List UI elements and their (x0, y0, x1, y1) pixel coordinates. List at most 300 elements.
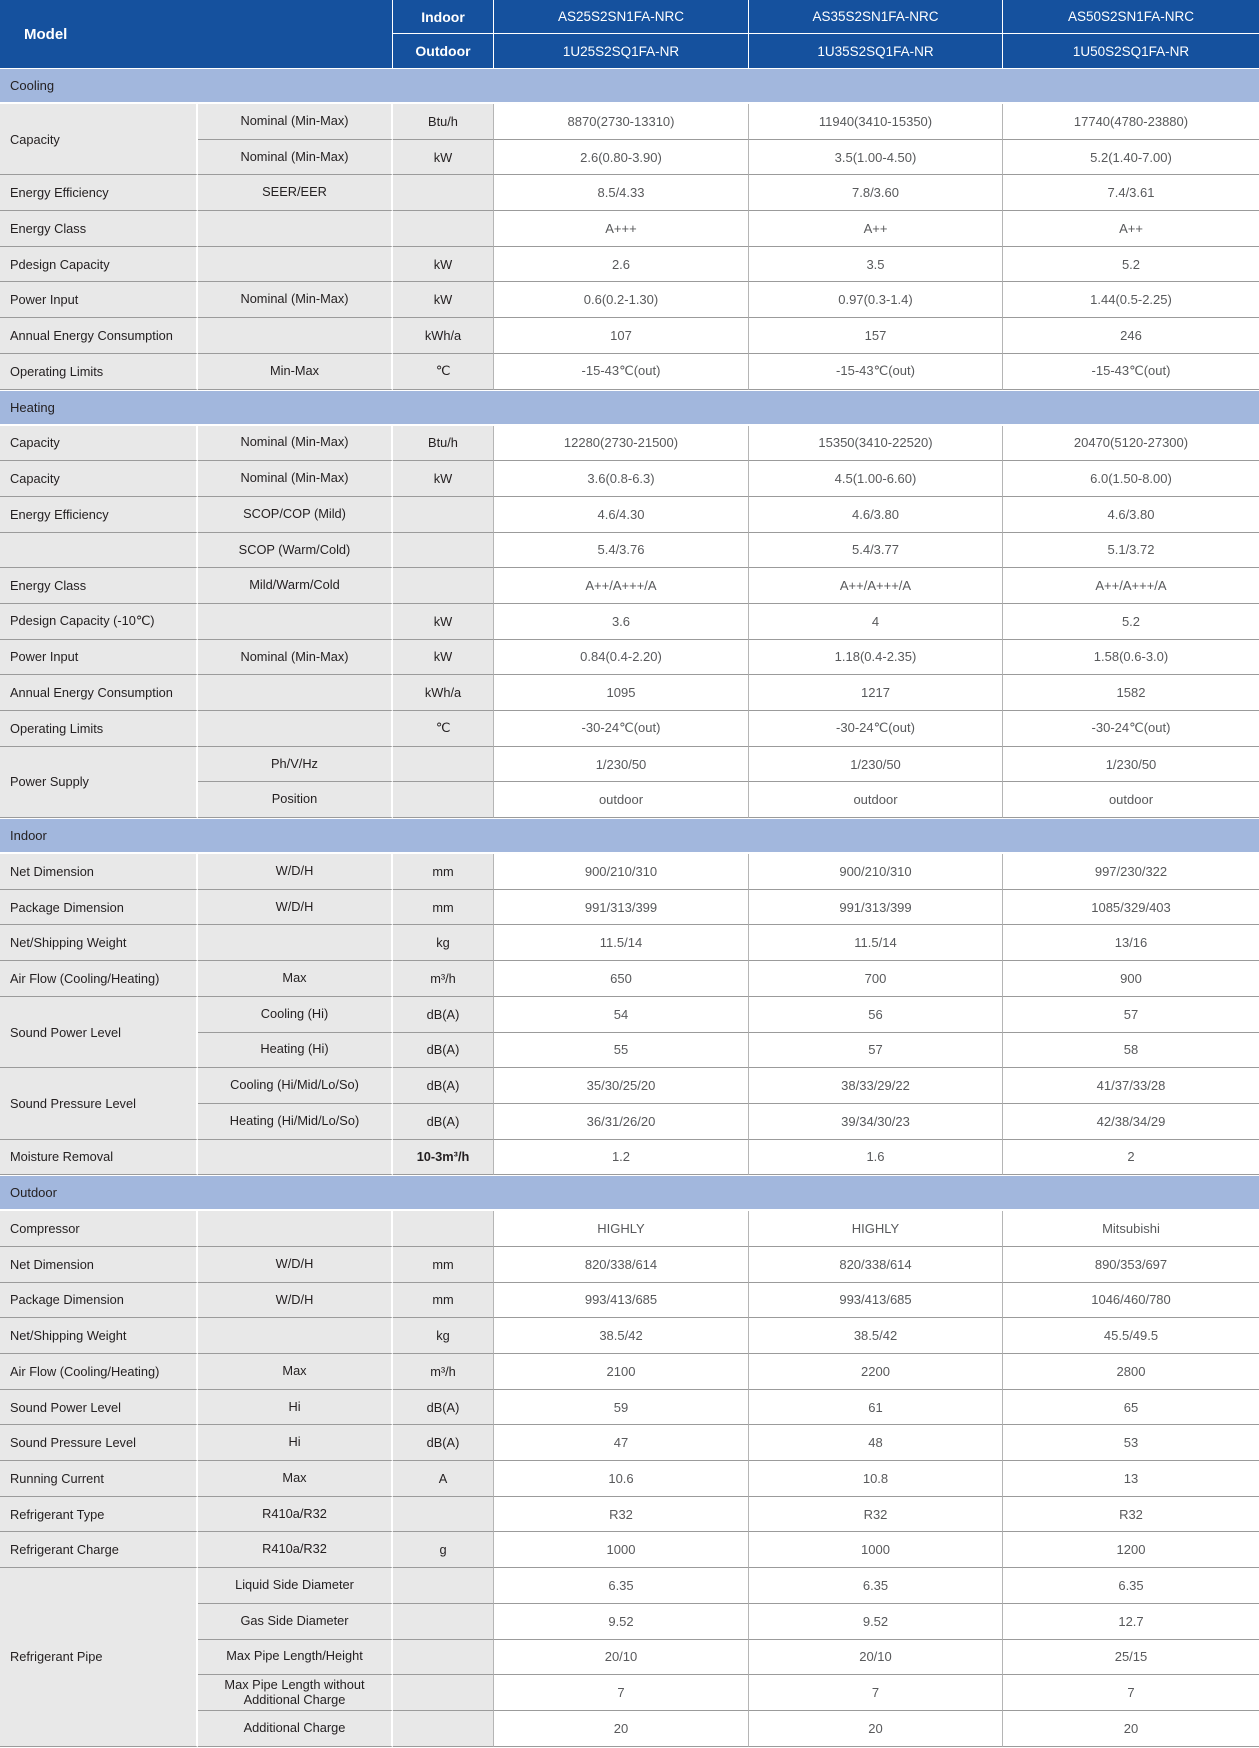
row-label: Sound Power Level (0, 997, 198, 1068)
value-cell-model-2: A++/A+++/A (749, 568, 1003, 604)
row-sublabel: SCOP/COP (Mild) (198, 497, 393, 533)
value-cell-model-2: 820/338/614 (749, 1247, 1003, 1283)
outdoor-model-name-3: 1U50S2SQ1FA-NR (1003, 34, 1259, 68)
row-sublabel: Max (198, 1461, 393, 1497)
value-cell-model-1: 38.5/42 (494, 1318, 749, 1354)
table-row (0, 568, 1259, 604)
value-cell-model-1: 55 (494, 1033, 749, 1069)
row-unit: g (393, 1532, 494, 1568)
value-cell-model-2: 900/210/310 (749, 854, 1003, 890)
value-cell-model-2: 4 (749, 604, 1003, 640)
row-label: Package Dimension (0, 890, 198, 926)
row-unit: dB(A) (393, 1068, 494, 1104)
row-label: Energy Efficiency (0, 497, 198, 533)
indoor-model-name-1: AS25S2SN1FA-NRC (494, 0, 749, 34)
row-label: Capacity (0, 426, 198, 462)
row-sublabel (198, 604, 393, 640)
row-sublabel: SCOP (Warm/Cold) (198, 533, 393, 569)
row-unit: kW (393, 461, 494, 497)
value-cell-model-1: 991/313/399 (494, 890, 749, 926)
row-sublabel: Liquid Side Diameter (198, 1568, 393, 1604)
value-cell-model-2: 5.4/3.77 (749, 533, 1003, 569)
value-cell-model-3: 17740(4780-23880) (1003, 104, 1259, 140)
value-cell-model-3: Mitsubishi (1003, 1211, 1259, 1247)
value-cell-model-3: 4.6/3.80 (1003, 497, 1259, 533)
value-cell-model-3: 20 (1003, 1711, 1259, 1747)
table-row (0, 426, 1259, 462)
value-cell-model-3: outdoor (1003, 782, 1259, 818)
row-label: Power Supply (0, 747, 198, 818)
value-cell-model-1: 3.6(0.8-6.3) (494, 461, 749, 497)
value-cell-model-1: 10.6 (494, 1461, 749, 1497)
table-row (0, 1283, 1259, 1319)
table-row (0, 104, 1259, 140)
value-cell-model-1: 20 (494, 1711, 749, 1747)
value-cell-model-2: -15-43℃(out) (749, 354, 1003, 390)
value-cell-model-2: 11.5/14 (749, 925, 1003, 961)
row-label: Moisture Removal (0, 1140, 198, 1176)
value-cell-model-1: 0.6(0.2-1.30) (494, 282, 749, 318)
row-label: Package Dimension (0, 1283, 198, 1319)
table-row (0, 461, 1259, 497)
value-cell-model-2: 700 (749, 961, 1003, 997)
table-row (0, 1211, 1259, 1247)
table-header (0, 0, 1259, 68)
value-cell-model-1: 20/10 (494, 1640, 749, 1676)
row-unit: ℃ (393, 711, 494, 747)
value-cell-model-3: 6.35 (1003, 1568, 1259, 1604)
value-cell-model-3: 1046/460/780 (1003, 1283, 1259, 1319)
value-cell-model-3: 246 (1003, 318, 1259, 354)
row-unit (393, 1211, 494, 1247)
row-label: Power Input (0, 282, 198, 318)
value-cell-model-2: 1.18(0.4-2.35) (749, 640, 1003, 676)
row-label: Sound Pressure Level (0, 1068, 198, 1139)
table-row (0, 175, 1259, 211)
value-cell-model-3: 57 (1003, 997, 1259, 1033)
table-row (0, 604, 1259, 640)
row-unit: 10-3m³/h (393, 1140, 494, 1176)
row-sublabel (198, 1318, 393, 1354)
row-unit: mm (393, 1247, 494, 1283)
value-cell-model-1: 47 (494, 1425, 749, 1461)
row-label: Air Flow (Cooling/Heating) (0, 1354, 198, 1390)
row-label: Compressor (0, 1211, 198, 1247)
row-sublabel: Position (198, 782, 393, 818)
row-label: Net/Shipping Weight (0, 925, 198, 961)
indoor-model-name-3: AS50S2SN1FA-NRC (1003, 0, 1259, 34)
row-sublabel: W/D/H (198, 854, 393, 890)
value-cell-model-2: 38/33/29/22 (749, 1068, 1003, 1104)
value-cell-model-3: 1200 (1003, 1532, 1259, 1568)
row-unit: A (393, 1461, 494, 1497)
value-cell-model-2: 1/230/50 (749, 747, 1003, 783)
table-row (0, 1318, 1259, 1354)
table-row (0, 1568, 1259, 1604)
value-cell-model-1: 8870(2730-13310) (494, 104, 749, 140)
row-sublabel: Max Pipe Length without Additional Charge (198, 1675, 393, 1711)
row-unit: mm (393, 890, 494, 926)
row-sublabel: Mild/Warm/Cold (198, 568, 393, 604)
value-cell-model-1: outdoor (494, 782, 749, 818)
row-sublabel (198, 925, 393, 961)
table-row (0, 318, 1259, 354)
row-label: Air Flow (Cooling/Heating) (0, 961, 198, 997)
row-label: Net Dimension (0, 1247, 198, 1283)
table-row (0, 533, 1259, 569)
row-sublabel: Hi (198, 1425, 393, 1461)
value-cell-model-2: 39/34/30/23 (749, 1104, 1003, 1140)
row-label: Pdesign Capacity (0, 247, 198, 283)
row-label: Running Current (0, 1461, 198, 1497)
row-unit: kg (393, 1318, 494, 1354)
value-cell-model-3: 5.1/3.72 (1003, 533, 1259, 569)
value-cell-model-1: 6.35 (494, 1568, 749, 1604)
row-sublabel (198, 318, 393, 354)
value-cell-model-3: 7 (1003, 1675, 1259, 1711)
row-sublabel: W/D/H (198, 1247, 393, 1283)
indoor-row-label: Indoor (393, 0, 494, 34)
value-cell-model-1: 59 (494, 1390, 749, 1426)
value-cell-model-3: 58 (1003, 1033, 1259, 1069)
row-unit (393, 1604, 494, 1640)
section-title-outdoor: Outdoor (0, 1175, 1259, 1211)
value-cell-model-2: 4.6/3.80 (749, 497, 1003, 533)
row-sublabel: R410a/R32 (198, 1497, 393, 1533)
value-cell-model-2: 3.5(1.00-4.50) (749, 140, 1003, 176)
table-row (0, 997, 1259, 1033)
row-unit: dB(A) (393, 1033, 494, 1069)
value-cell-model-2: 38.5/42 (749, 1318, 1003, 1354)
value-cell-model-3: 42/38/34/29 (1003, 1104, 1259, 1140)
value-cell-model-1: 1.2 (494, 1140, 749, 1176)
value-cell-model-3: 1.44(0.5-2.25) (1003, 282, 1259, 318)
value-cell-model-2: 11940(3410-15350) (749, 104, 1003, 140)
table-row (0, 1247, 1259, 1283)
row-sublabel (198, 675, 393, 711)
row-sublabel: Additional Charge (198, 1711, 393, 1747)
value-cell-model-3: 1/230/50 (1003, 747, 1259, 783)
row-sublabel: Max (198, 961, 393, 997)
value-cell-model-1: 2.6 (494, 247, 749, 283)
value-cell-model-2: HIGHLY (749, 1211, 1003, 1247)
table-row (0, 282, 1259, 318)
value-cell-model-1: 993/413/685 (494, 1283, 749, 1319)
value-cell-model-3: 6.0(1.50-8.00) (1003, 461, 1259, 497)
value-cell-model-1: 900/210/310 (494, 854, 749, 890)
row-label: Sound Pressure Level (0, 1425, 198, 1461)
row-sublabel: SEER/EER (198, 175, 393, 211)
row-unit: m³/h (393, 961, 494, 997)
table-row (0, 854, 1259, 890)
row-sublabel: Nominal (Min-Max) (198, 104, 393, 140)
value-cell-model-2: 15350(3410-22520) (749, 426, 1003, 462)
table-row (0, 497, 1259, 533)
row-sublabel: Gas Side Diameter (198, 1604, 393, 1640)
value-cell-model-2: 1000 (749, 1532, 1003, 1568)
section-title-indoor: Indoor (0, 818, 1259, 854)
value-cell-model-2: 3.5 (749, 247, 1003, 283)
value-cell-model-3: 890/353/697 (1003, 1247, 1259, 1283)
row-unit: kWh/a (393, 318, 494, 354)
value-cell-model-3: A++/A+++/A (1003, 568, 1259, 604)
row-label: Refrigerant Charge (0, 1532, 198, 1568)
row-sublabel: Cooling (Hi/Mid/Lo/So) (198, 1068, 393, 1104)
value-cell-model-2: 57 (749, 1033, 1003, 1069)
row-unit (393, 175, 494, 211)
row-unit (393, 533, 494, 569)
value-cell-model-2: 157 (749, 318, 1003, 354)
value-cell-model-1: 2.6(0.80-3.90) (494, 140, 749, 176)
value-cell-model-1: 650 (494, 961, 749, 997)
table-row (0, 1140, 1259, 1176)
value-cell-model-2: 2200 (749, 1354, 1003, 1390)
value-cell-model-3: 1085/329/403 (1003, 890, 1259, 926)
value-cell-model-3: 997/230/322 (1003, 854, 1259, 890)
row-label (0, 533, 198, 569)
row-sublabel: Ph/V/Hz (198, 747, 393, 783)
table-row (0, 890, 1259, 926)
value-cell-model-2: 61 (749, 1390, 1003, 1426)
value-cell-model-1: 1095 (494, 675, 749, 711)
row-sublabel: Cooling (Hi) (198, 997, 393, 1033)
value-cell-model-3: 12.7 (1003, 1604, 1259, 1640)
value-cell-model-1: 7 (494, 1675, 749, 1711)
value-cell-model-2: 56 (749, 997, 1003, 1033)
value-cell-model-1: 1000 (494, 1532, 749, 1568)
row-sublabel (198, 1140, 393, 1176)
value-cell-model-3: 13/16 (1003, 925, 1259, 961)
row-sublabel: Max (198, 1354, 393, 1390)
row-unit: Btu/h (393, 104, 494, 140)
row-sublabel: Heating (Hi/Mid/Lo/So) (198, 1104, 393, 1140)
value-cell-model-3: 45.5/49.5 (1003, 1318, 1259, 1354)
row-unit: dB(A) (393, 997, 494, 1033)
value-cell-model-2: 7 (749, 1675, 1003, 1711)
row-unit: kW (393, 604, 494, 640)
row-label: Annual Energy Consumption (0, 675, 198, 711)
value-cell-model-2: 4.5(1.00-6.60) (749, 461, 1003, 497)
value-cell-model-2: 0.97(0.3-1.4) (749, 282, 1003, 318)
row-unit: kW (393, 140, 494, 176)
row-unit: kW (393, 640, 494, 676)
value-cell-model-2: outdoor (749, 782, 1003, 818)
row-sublabel (198, 247, 393, 283)
value-cell-model-1: HIGHLY (494, 1211, 749, 1247)
row-unit: kWh/a (393, 675, 494, 711)
model-header-label: Model (0, 0, 393, 68)
value-cell-model-3: 1582 (1003, 675, 1259, 711)
row-sublabel: R410a/R32 (198, 1532, 393, 1568)
value-cell-model-1: 3.6 (494, 604, 749, 640)
value-cell-model-3: 1.58(0.6-3.0) (1003, 640, 1259, 676)
value-cell-model-1: 1/230/50 (494, 747, 749, 783)
value-cell-model-2: 6.35 (749, 1568, 1003, 1604)
indoor-model-name-2: AS35S2SN1FA-NRC (749, 0, 1003, 34)
value-cell-model-3: -15-43℃(out) (1003, 354, 1259, 390)
value-cell-model-2: R32 (749, 1497, 1003, 1533)
value-cell-model-2: 7.8/3.60 (749, 175, 1003, 211)
table-row (0, 961, 1259, 997)
outdoor-model-name-1: 1U25S2SQ1FA-NR (494, 34, 749, 68)
value-cell-model-3: 5.2 (1003, 247, 1259, 283)
table-row (0, 747, 1259, 783)
value-cell-model-1: 107 (494, 318, 749, 354)
row-unit: Btu/h (393, 426, 494, 462)
row-unit: dB(A) (393, 1104, 494, 1140)
value-cell-model-1: 5.4/3.76 (494, 533, 749, 569)
value-cell-model-1: 11.5/14 (494, 925, 749, 961)
row-sublabel: Nominal (Min-Max) (198, 640, 393, 676)
value-cell-model-1: 2100 (494, 1354, 749, 1390)
table-row (0, 247, 1259, 283)
row-unit: kW (393, 247, 494, 283)
value-cell-model-3: 5.2(1.40-7.00) (1003, 140, 1259, 176)
row-unit (393, 1497, 494, 1533)
value-cell-model-1: 8.5/4.33 (494, 175, 749, 211)
row-label: Net Dimension (0, 854, 198, 890)
row-unit (393, 568, 494, 604)
value-cell-model-1: 54 (494, 997, 749, 1033)
value-cell-model-2: 10.8 (749, 1461, 1003, 1497)
outdoor-row-label: Outdoor (393, 34, 494, 68)
row-label: Refrigerant Type (0, 1497, 198, 1533)
value-cell-model-3: 53 (1003, 1425, 1259, 1461)
value-cell-model-1: 820/338/614 (494, 1247, 749, 1283)
row-sublabel: Max Pipe Length/Height (198, 1640, 393, 1676)
value-cell-model-3: -30-24℃(out) (1003, 711, 1259, 747)
row-label: Energy Efficiency (0, 175, 198, 211)
table-row (0, 925, 1259, 961)
value-cell-model-1: 36/31/26/20 (494, 1104, 749, 1140)
spec-table-body (0, 68, 1259, 1747)
table-row (0, 1532, 1259, 1568)
row-unit (393, 1675, 494, 1711)
row-label: Operating Limits (0, 354, 198, 390)
table-row (0, 1497, 1259, 1533)
value-cell-model-3: 900 (1003, 961, 1259, 997)
value-cell-model-3: R32 (1003, 1497, 1259, 1533)
value-cell-model-2: 20/10 (749, 1640, 1003, 1676)
table-row (0, 1068, 1259, 1104)
row-unit (393, 747, 494, 783)
section-title-heating: Heating (0, 390, 1259, 426)
row-sublabel: Min-Max (198, 354, 393, 390)
section-title-cooling: Cooling (0, 68, 1259, 104)
row-sublabel: Hi (198, 1390, 393, 1426)
row-label: Energy Class (0, 568, 198, 604)
value-cell-model-3: 5.2 (1003, 604, 1259, 640)
table-row (0, 711, 1259, 747)
row-sublabel: W/D/H (198, 1283, 393, 1319)
value-cell-model-2: -30-24℃(out) (749, 711, 1003, 747)
outdoor-model-name-2: 1U35S2SQ1FA-NR (749, 34, 1003, 68)
row-unit (393, 497, 494, 533)
table-row (0, 675, 1259, 711)
value-cell-model-3: 65 (1003, 1390, 1259, 1426)
row-label: Annual Energy Consumption (0, 318, 198, 354)
row-unit: mm (393, 1283, 494, 1319)
row-unit: kg (393, 925, 494, 961)
value-cell-model-1: -30-24℃(out) (494, 711, 749, 747)
value-cell-model-1: 0.84(0.4-2.20) (494, 640, 749, 676)
row-unit: m³/h (393, 1354, 494, 1390)
value-cell-model-1: 35/30/25/20 (494, 1068, 749, 1104)
value-cell-model-2: 48 (749, 1425, 1003, 1461)
row-unit: kW (393, 282, 494, 318)
value-cell-model-2: A++ (749, 211, 1003, 247)
value-cell-model-2: 1217 (749, 675, 1003, 711)
table-row (0, 1425, 1259, 1461)
value-cell-model-1: A+++ (494, 211, 749, 247)
row-unit (393, 782, 494, 818)
row-label: Energy Class (0, 211, 198, 247)
value-cell-model-1: 12280(2730-21500) (494, 426, 749, 462)
value-cell-model-2: 20 (749, 1711, 1003, 1747)
table-row (0, 354, 1259, 390)
value-cell-model-3: 2 (1003, 1140, 1259, 1176)
row-label: Pdesign Capacity (-10℃) (0, 604, 198, 640)
value-cell-model-1: -15-43℃(out) (494, 354, 749, 390)
row-unit (393, 211, 494, 247)
row-sublabel (198, 1211, 393, 1247)
row-label: Power Input (0, 640, 198, 676)
value-cell-model-1: 4.6/4.30 (494, 497, 749, 533)
row-sublabel: W/D/H (198, 890, 393, 926)
row-label: Capacity (0, 104, 198, 175)
table-row (0, 1461, 1259, 1497)
value-cell-model-3: 25/15 (1003, 1640, 1259, 1676)
value-cell-model-3: A++ (1003, 211, 1259, 247)
value-cell-model-3: 20470(5120-27300) (1003, 426, 1259, 462)
table-row (0, 211, 1259, 247)
row-unit: mm (393, 854, 494, 890)
value-cell-model-1: A++/A+++/A (494, 568, 749, 604)
row-sublabel: Nominal (Min-Max) (198, 461, 393, 497)
row-unit (393, 1711, 494, 1747)
row-unit: dB(A) (393, 1425, 494, 1461)
value-cell-model-3: 13 (1003, 1461, 1259, 1497)
row-unit (393, 1568, 494, 1604)
row-label: Operating Limits (0, 711, 198, 747)
table-row (0, 640, 1259, 676)
value-cell-model-3: 7.4/3.61 (1003, 175, 1259, 211)
row-label: Refrigerant Pipe (0, 1568, 198, 1746)
table-row (0, 1390, 1259, 1426)
row-sublabel: Nominal (Min-Max) (198, 140, 393, 176)
row-unit: dB(A) (393, 1390, 494, 1426)
value-cell-model-2: 9.52 (749, 1604, 1003, 1640)
row-sublabel (198, 211, 393, 247)
value-cell-model-1: 9.52 (494, 1604, 749, 1640)
row-label: Sound Power Level (0, 1390, 198, 1426)
value-cell-model-1: R32 (494, 1497, 749, 1533)
row-unit (393, 1640, 494, 1676)
row-label: Capacity (0, 461, 198, 497)
row-sublabel: Heating (Hi) (198, 1033, 393, 1069)
value-cell-model-2: 993/413/685 (749, 1283, 1003, 1319)
value-cell-model-3: 2800 (1003, 1354, 1259, 1390)
row-sublabel: Nominal (Min-Max) (198, 282, 393, 318)
value-cell-model-2: 991/313/399 (749, 890, 1003, 926)
value-cell-model-3: 41/37/33/28 (1003, 1068, 1259, 1104)
row-sublabel: Nominal (Min-Max) (198, 426, 393, 462)
row-sublabel (198, 711, 393, 747)
table-row (0, 1354, 1259, 1390)
value-cell-model-2: 1.6 (749, 1140, 1003, 1176)
row-label: Net/Shipping Weight (0, 1318, 198, 1354)
row-unit: ℃ (393, 354, 494, 390)
